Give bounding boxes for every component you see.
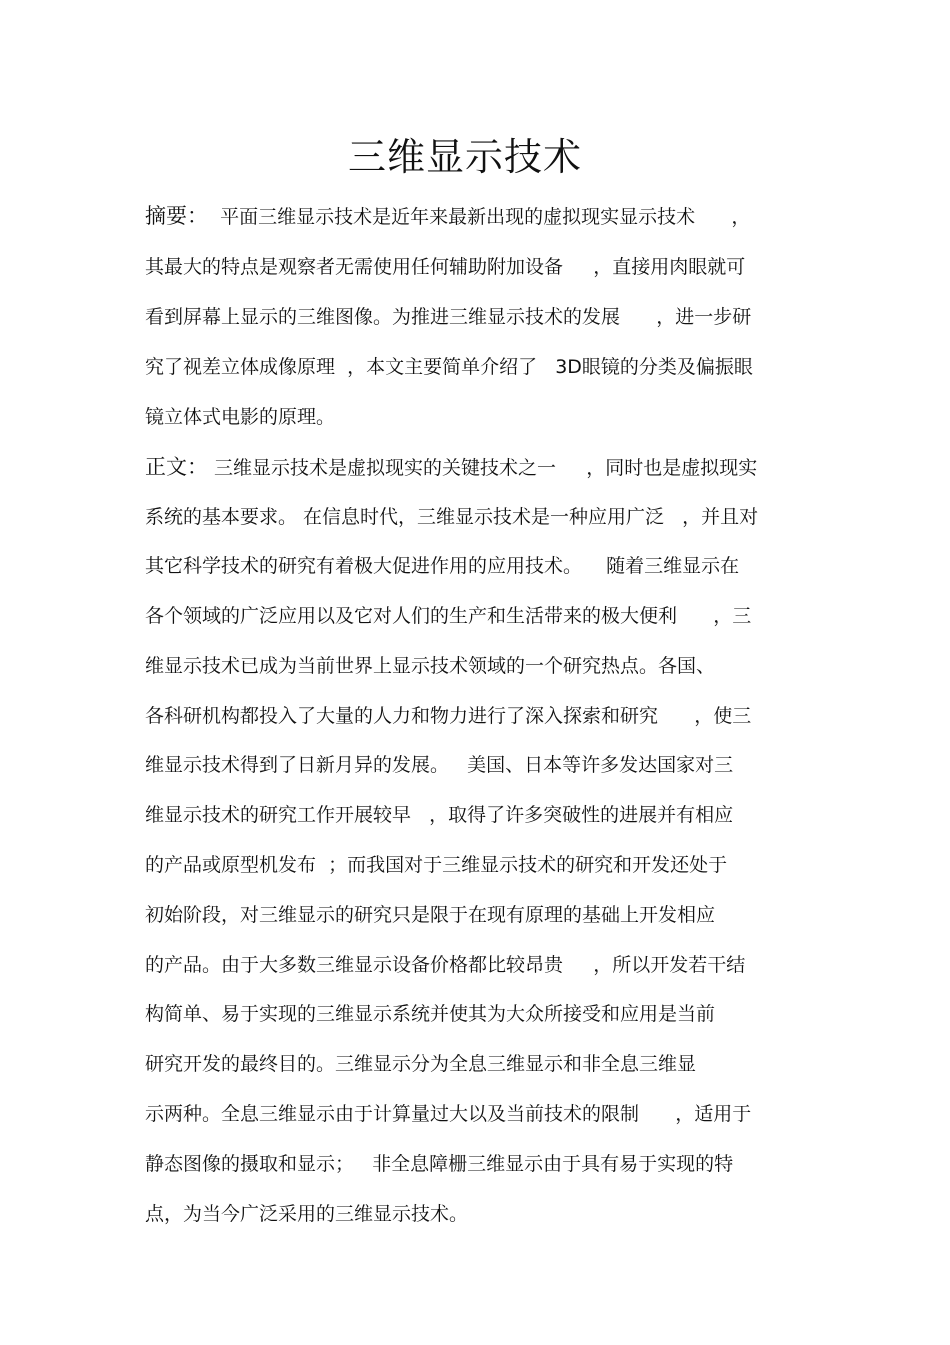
abstract-line-4: 究了视差立体成像原理 ，本文主要简单介绍了 3D眼镜的分类及偏振眼 bbox=[145, 356, 753, 378]
body-line-4: 各个领域的广泛应用以及它对人们的生产和生活带来的极大便利 ，三 bbox=[145, 605, 752, 627]
body-line-8: 维显示技术的研究工作开展较早 ，取得了许多突破性的进展并有相应 bbox=[145, 804, 734, 826]
abstract-line-3: 看到屏幕上显示的三维图像。为推进三维显示技术的发展 ，进一步研 bbox=[145, 306, 752, 328]
body-line-3: 其它科学技术的研究有着极大促进作用的应用技术。 随着三维显示在 bbox=[145, 555, 740, 577]
abstract-line-1 bbox=[145, 203, 750, 230]
body-line-15: 静态图像的摄取和显示； 非全息障栅三维显示由于具有易于实现的特 bbox=[145, 1153, 734, 1175]
body-line-6: 各科研机构都投入了大量的人力和物力进行了深入探索和研究 ，使三 bbox=[145, 705, 752, 727]
body-line-13: 研究开发的最终目的。三维显示分为全息三维显示和非全息三维显 bbox=[145, 1053, 697, 1075]
body-line-10: 初始阶段，对三维显示的研究只是限于在现有原理的基础上开发相应 bbox=[145, 904, 716, 926]
abstract-label: 摘要： bbox=[145, 204, 208, 228]
body-line-14: 示两种。全息三维显示由于计算量过大以及当前技术的限制 ，适用于 bbox=[145, 1103, 752, 1125]
body-line-7: 维显示技术得到了日新月异的发展。 美国、日本等许多发达国家对三 bbox=[145, 754, 734, 776]
abstract-text: 平面三维显示技术是近年来最新出现的虚拟现实显示技术 ， bbox=[208, 206, 751, 228]
body-line-2: 系统的基本要求。 在信息时代，三维显示技术是一种应用广泛 ，并且对 bbox=[145, 506, 759, 528]
body-line-9: 的产品或原型机发布 ；而我国对于三维显示技术的研究和开发还处于 bbox=[145, 854, 728, 876]
abstract-line-2: 其最大的特点是观察者无需使用任何辅助附加设备 ，直接用肉眼就可 bbox=[145, 256, 746, 278]
body-line-12: 构简单、易于实现的三维显示系统并使其为大众所接受和应用是当前 bbox=[145, 1003, 716, 1025]
body-label: 正文： bbox=[145, 455, 208, 479]
body-text: 三维显示技术是虚拟现实的关键技术之一 ，同时也是虚拟现实 bbox=[208, 457, 758, 479]
body-line-5: 维显示技术已成为当前世界上显示技术领域的一个研究热点。各国、 bbox=[145, 655, 716, 677]
body-line-16: 点，为当今广泛采用的三维显示技术。 bbox=[145, 1203, 469, 1225]
abstract-line-5: 镜立体式电影的原理。 bbox=[145, 406, 336, 428]
body-line-1 bbox=[145, 454, 757, 481]
document-title: 三维显示技术 bbox=[347, 135, 582, 179]
body-line-11: 的产品。由于大多数三维显示设备价格都比较昂贵 ，所以开发若干结 bbox=[145, 954, 746, 976]
